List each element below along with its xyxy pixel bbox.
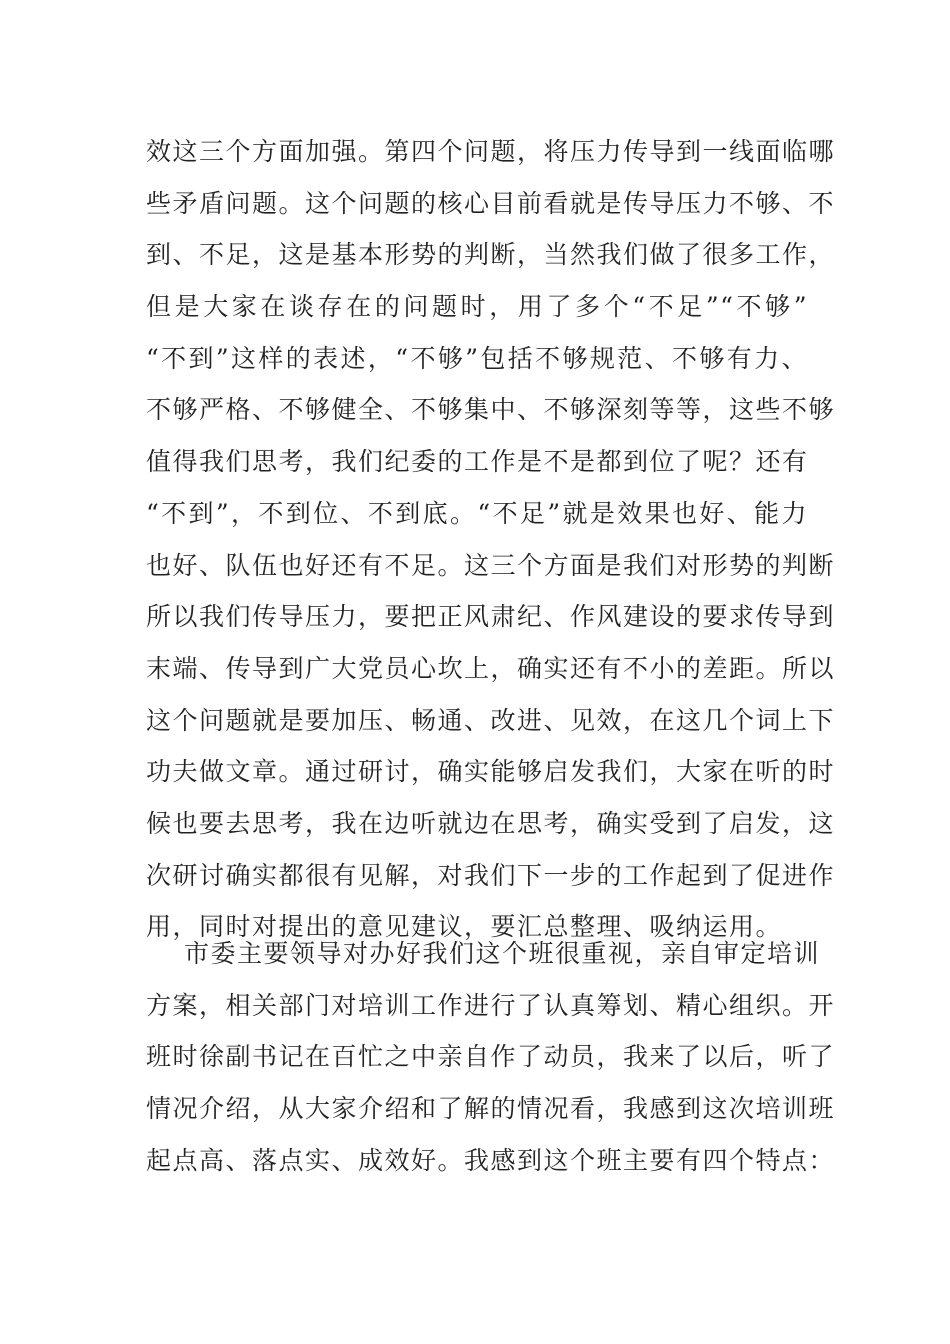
text-line: 到、不足，这是基本形势的判断，当然我们做了很多工作， bbox=[146, 240, 836, 270]
text-line: 但是大家在谈存在的问题时，用了多个“不足”“不够” bbox=[146, 292, 808, 322]
text-line: 些矛盾问题。这个问题的核心目前看就是传导压力不够、不 bbox=[146, 188, 836, 218]
text-line: 起点高、落点实、成效好。我感到这个班主要有四个特点： bbox=[146, 1145, 836, 1175]
text-line: 末端、传导到广大党员心坎上，确实还有不小的差距。所以 bbox=[146, 653, 836, 683]
text-line: 也好、队伍也好还有不足。这三个方面是我们对形势的判断 bbox=[146, 550, 836, 580]
text-line: 功夫做文章。通过研讨，确实能够启发我们，大家在听的时 bbox=[146, 757, 836, 787]
text-line: 情况介绍，从大家介绍和了解的情况看，我感到这次培训班 bbox=[146, 1094, 836, 1124]
text-line: “不到”这样的表述，“不够”包括不够规范、不够有力、 bbox=[146, 343, 808, 373]
paragraph-2 bbox=[146, 928, 836, 1186]
text-line: 候也要去思考，我在边听就边在思考，确实受到了启发，这 bbox=[146, 808, 836, 838]
text-line: 班时徐副书记在百忙之中亲自作了动员，我来了以后，听了 bbox=[146, 1042, 836, 1072]
text-line: 用，同时对提出的意见建议，要汇总整理、吸纳运用。 bbox=[146, 912, 783, 942]
text-line: 这个问题就是要加压、畅通、改进、见效，在这几个词上下 bbox=[146, 705, 836, 735]
text-line: 市委主要领导对办好我们这个班很重视，亲自审定培训 bbox=[184, 939, 821, 968]
text-line: 值得我们思考，我们纪委的工作是不是都到位了呢？还有 bbox=[146, 447, 809, 477]
text-line: 不够严格、不够健全、不够集中、不够深刻等等，这些不够 bbox=[146, 395, 836, 425]
text-line: 次研讨确实都很有见解，对我们下一步的工作起到了促进作 bbox=[146, 860, 836, 890]
text-line: 效这三个方面加强。第四个问题，将压力传导到一线面临哪 bbox=[146, 137, 836, 166]
text-line: 所以我们传导压力，要把正风肃纪、作风建设的要求传导到 bbox=[146, 602, 836, 632]
paragraph-1 bbox=[146, 126, 836, 953]
text-line: 方案，相关部门对培训工作进行了认真筹划、精心组织。开 bbox=[146, 990, 836, 1020]
text-line: “不到”，不到位、不到底。“不足”就是效果也好、能力 bbox=[146, 498, 808, 528]
